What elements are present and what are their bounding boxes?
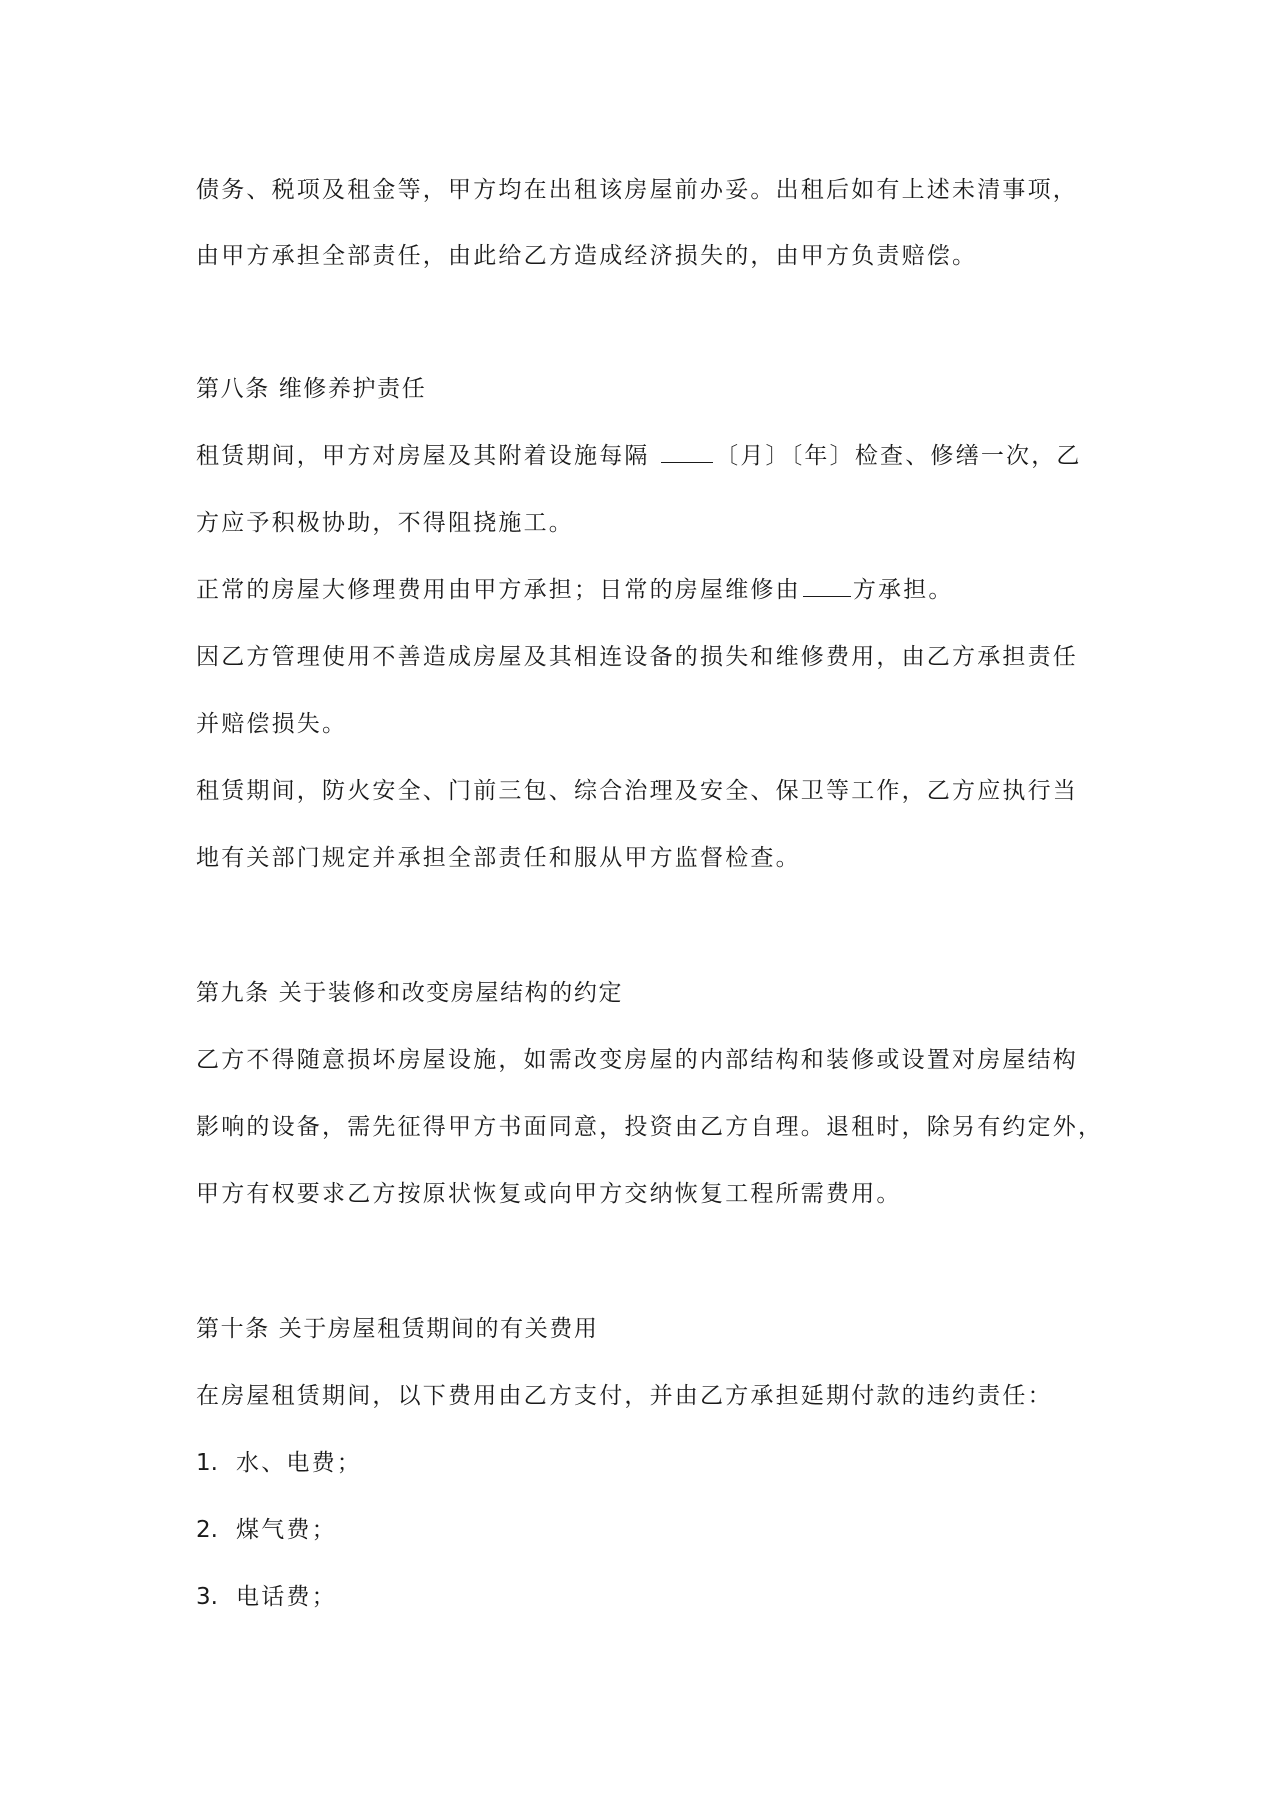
paragraph-line: 影响的设备，需先征得甲方书面同意，投资由乙方自理。退租时，除另有约定外， (196, 1114, 1104, 1140)
paragraph-line (196, 440, 1082, 472)
list-text: 煤气费； (236, 1517, 337, 1543)
text-segment: 租赁期间，甲方对房屋及其附着设施每隔 (196, 443, 660, 469)
fill-in-blank (661, 440, 713, 463)
list-number: 3. (196, 1584, 218, 1610)
text-segment: 正常的房屋大修理费用由甲方承担；日常的房屋维修由 (196, 577, 801, 603)
paragraph-line: 甲方有权要求乙方按原状恢复或向甲方交纳恢复工程所需费用。 (196, 1181, 902, 1207)
paragraph-line: 因乙方管理使用不善造成房屋及其相连设备的损失和维修费用，由乙方承担责任 (196, 644, 1078, 670)
paragraph-line (196, 574, 954, 606)
paragraph-line: 乙方不得随意损坏房屋设施，如需改变房屋的内部结构和装修或设置对房屋结构 (196, 1047, 1078, 1073)
article-8-heading: 第八条 维修养护责任 (196, 376, 427, 402)
fill-in-blank (803, 574, 851, 597)
list-number: 2. (196, 1517, 218, 1543)
paragraph-line: 在房屋租赁期间，以下费用由乙方支付，并由乙方承担延期付款的违约责任： (196, 1383, 1053, 1409)
list-item (196, 1581, 337, 1613)
paragraph-line: 债务、税项及租金等，甲方均在出租该房屋前办妥。出租后如有上述未清事项， (196, 177, 1078, 203)
text-segment: 〔月〕〔年〕检查、修缮一次，乙 (715, 443, 1082, 469)
article-9-heading: 第九条 关于装修和改变房屋结构的约定 (196, 980, 624, 1006)
list-number: 1. (196, 1450, 218, 1476)
list-item (196, 1514, 337, 1546)
text-segment: 方承担。 (852, 577, 954, 603)
paragraph-line: 地有关部门规定并承担全部责任和服从甲方监督检查。 (196, 845, 801, 871)
article-10-heading: 第十条 关于房屋租赁期间的有关费用 (196, 1316, 599, 1342)
list-text: 水、电费； (236, 1450, 362, 1476)
paragraph-line: 租赁期间，防火安全、门前三包、综合治理及安全、保卫等工作，乙方应执行当 (196, 778, 1078, 804)
paragraph-line: 方应予积极协助，不得阻挠施工。 (196, 510, 574, 536)
list-text: 电话费； (236, 1584, 337, 1610)
list-item (196, 1447, 362, 1479)
paragraph-line: 并赔偿损失。 (196, 711, 348, 737)
paragraph-line: 由甲方承担全部责任，由此给乙方造成经济损失的，由甲方负责赔偿。 (196, 243, 978, 269)
